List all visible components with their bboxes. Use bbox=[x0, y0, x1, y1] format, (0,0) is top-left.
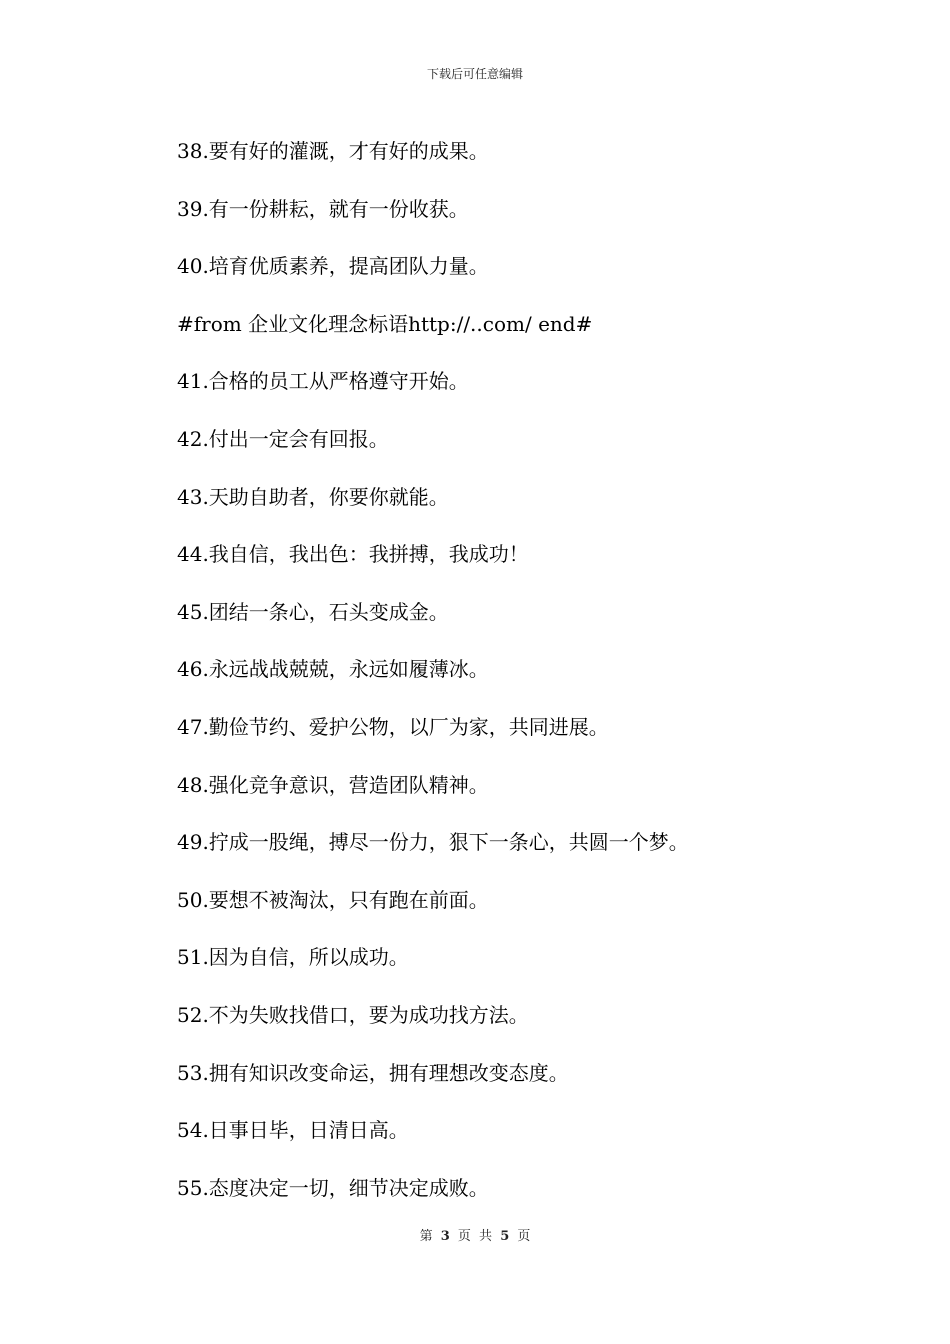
slogan-line: 49.拧成一股绳，搏尽一份力，狠下一条心，共圆一个梦。 bbox=[177, 830, 689, 855]
slogan-line: 55.态度决定一切，细节决定成败。 bbox=[177, 1175, 489, 1200]
slogan-line: 50.要想不被淘汰，只有跑在前面。 bbox=[177, 887, 489, 912]
footer-suffix: 页 bbox=[517, 1229, 531, 1244]
total-pages-number: 5 bbox=[500, 1229, 510, 1244]
slogan-line: 41.合格的员工从严格遵守开始。 bbox=[177, 369, 469, 394]
slogan-line: 51.因为自信，所以成功。 bbox=[177, 945, 409, 970]
page-header: 下载后可任意编辑 bbox=[426, 67, 523, 81]
slogan-line: 54.日事日毕，日清日高。 bbox=[177, 1118, 409, 1143]
slogan-line: 43.天助自助者，你要你就能。 bbox=[177, 484, 449, 509]
slogan-line: 52.不为失败找借口，要为成功找方法。 bbox=[177, 1002, 529, 1027]
slogan-line: 39.有一份耕耘，就有一份收获。 bbox=[177, 196, 469, 221]
slogan-line: 47.勤俭节约、爱护公物，以厂为家，共同进展。 bbox=[177, 714, 609, 739]
slogan-line: 38.要有好的灌溉，才有好的成果。 bbox=[177, 139, 489, 163]
slogan-line: 45.团结一条心，石头变成金。 bbox=[177, 599, 449, 624]
slogan-line: 40.培育优质素养，提高团队力量。 bbox=[177, 254, 489, 279]
source-marker-line: #from 企业文化理念标语http://..com/ end# bbox=[177, 311, 593, 336]
footer-middle: 页 共 bbox=[457, 1229, 493, 1244]
current-page-number: 3 bbox=[440, 1229, 450, 1244]
slogan-line: 53.拥有知识改变命运，拥有理想改变态度。 bbox=[177, 1060, 569, 1085]
slogan-line: 48.强化竞争意识，营造团队精神。 bbox=[177, 772, 489, 797]
slogan-list bbox=[177, 135, 917, 1229]
footer-prefix: 第 bbox=[419, 1229, 433, 1244]
slogan-line: 46.永远战战兢兢，永远如履薄冰。 bbox=[177, 657, 489, 682]
page-footer bbox=[0, 1228, 950, 1246]
slogan-line: 42.付出一定会有回报。 bbox=[177, 426, 389, 451]
slogan-line: 44.我自信，我出色：我拼搏，我成功！ bbox=[177, 542, 529, 567]
